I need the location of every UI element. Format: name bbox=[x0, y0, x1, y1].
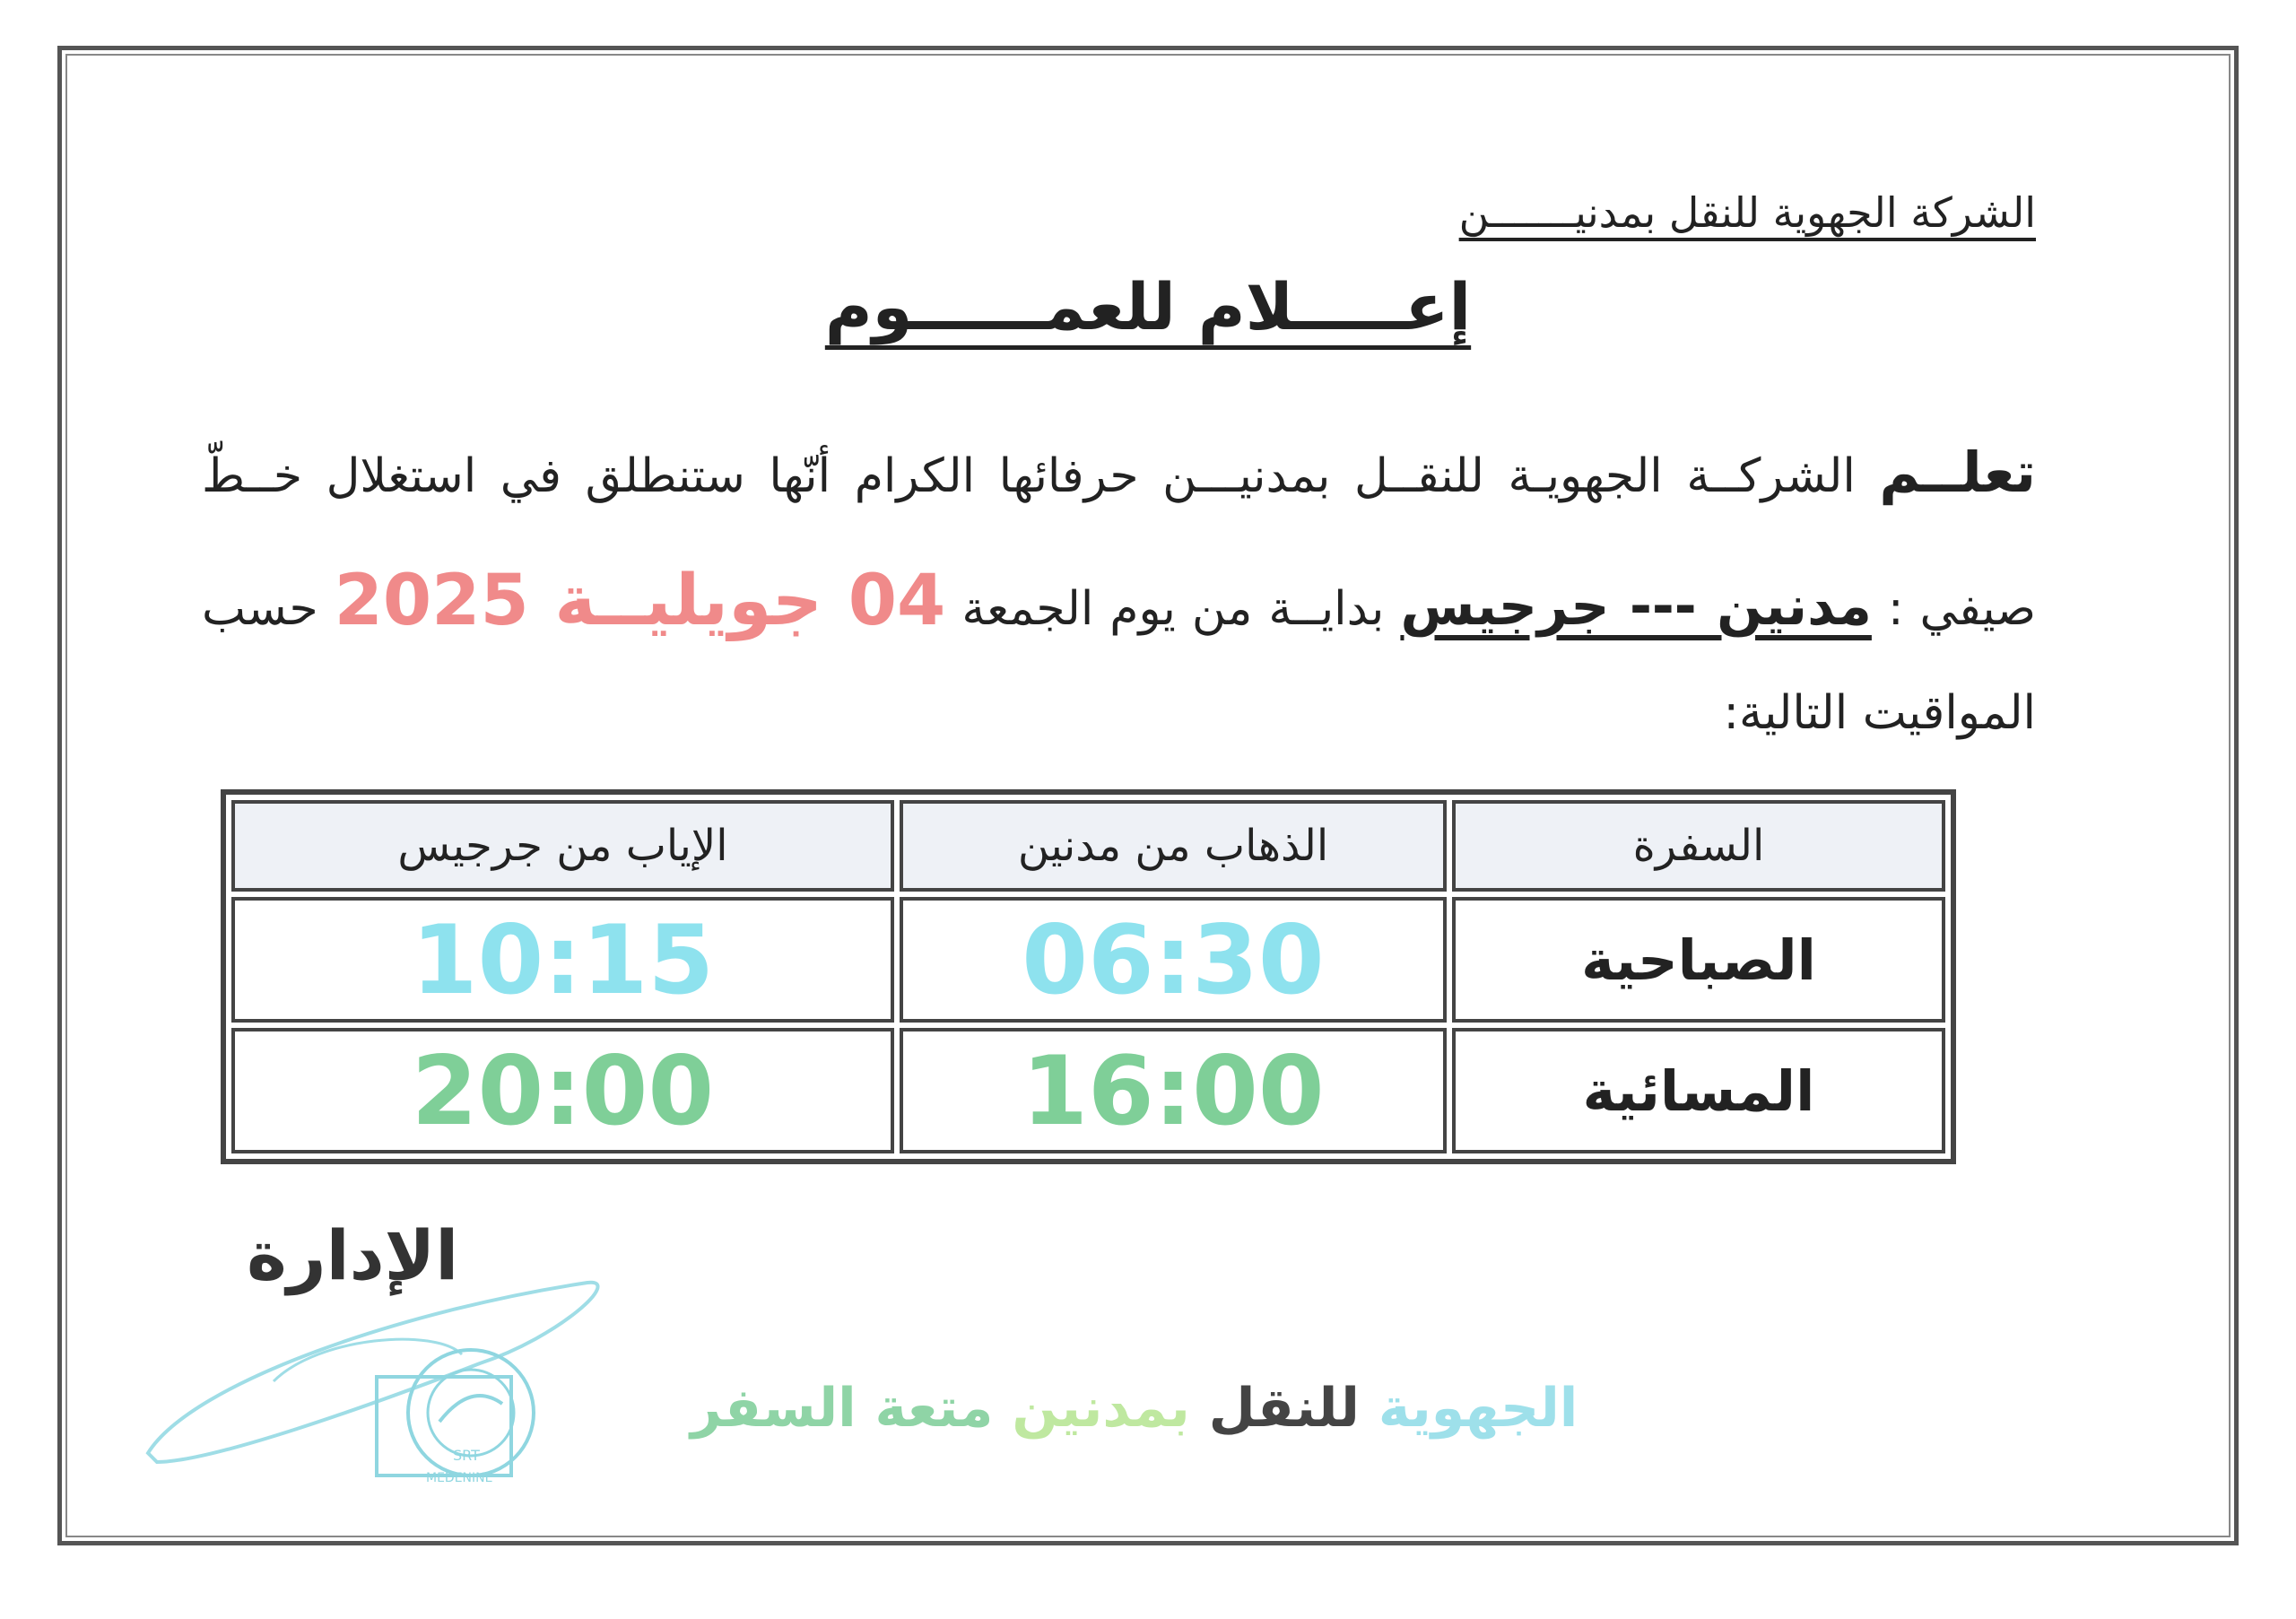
evening-return-time: 20:00 bbox=[231, 1028, 894, 1153]
header-return: الإياب من جرجيس bbox=[231, 800, 894, 892]
lead-word: تعلــم bbox=[1879, 440, 2037, 505]
start-date: 04 جويليــة 2025 bbox=[334, 561, 946, 641]
period-morning: الصباحية bbox=[1452, 897, 1945, 1023]
slogan-part-1: الجهوية bbox=[1378, 1377, 1578, 1440]
slogan-part-4: متعة السفر bbox=[691, 1377, 994, 1440]
line2-start: صيفي : bbox=[1887, 582, 2036, 636]
morning-return-time: 10:15 bbox=[231, 897, 894, 1023]
table-header-row bbox=[231, 800, 1945, 892]
notice-title: إعـــــلام للعمــــــوم bbox=[824, 269, 1472, 344]
signature-label: الإدارة bbox=[247, 1215, 459, 1295]
svg-text:SRT: SRT bbox=[453, 1447, 480, 1464]
line2-mid: بدايــة من يوم الجمعة bbox=[961, 582, 1385, 636]
header-trip: السفرة bbox=[1452, 800, 1945, 892]
schedule-table bbox=[221, 789, 1956, 1164]
evening-departure-time: 16:00 bbox=[900, 1028, 1447, 1153]
slogan-part-3: بمدنين bbox=[1012, 1377, 1190, 1440]
paragraph-line-2 bbox=[202, 561, 2036, 641]
slogan-part-2: للنقل bbox=[1208, 1377, 1360, 1440]
svg-text:MEDENINE: MEDENINE bbox=[426, 1471, 493, 1485]
morning-departure-time: 06:30 bbox=[900, 897, 1447, 1023]
paragraph-line-1 bbox=[202, 440, 2036, 505]
table-row bbox=[231, 897, 1945, 1023]
route-name: مدنين --- جرجيس bbox=[1400, 575, 1872, 638]
table-row bbox=[231, 1028, 1945, 1153]
line1-text: الشركــة الجهويـة للنقــل بمدنيـــن حرفائها الكرام أنّها ستنطلق في استغلال خــطّ bbox=[202, 449, 1856, 503]
slogan bbox=[691, 1377, 1578, 1440]
paragraph-line-3: المواقيت التالية: bbox=[1723, 686, 2036, 740]
line2-end: حسب bbox=[202, 582, 318, 636]
company-name: الشركة الجهوية للنقل بمدنيـــــــن bbox=[1458, 188, 2036, 237]
period-evening: المسائية bbox=[1452, 1028, 1945, 1153]
header-departure: الذهاب من مدنين bbox=[900, 800, 1447, 892]
